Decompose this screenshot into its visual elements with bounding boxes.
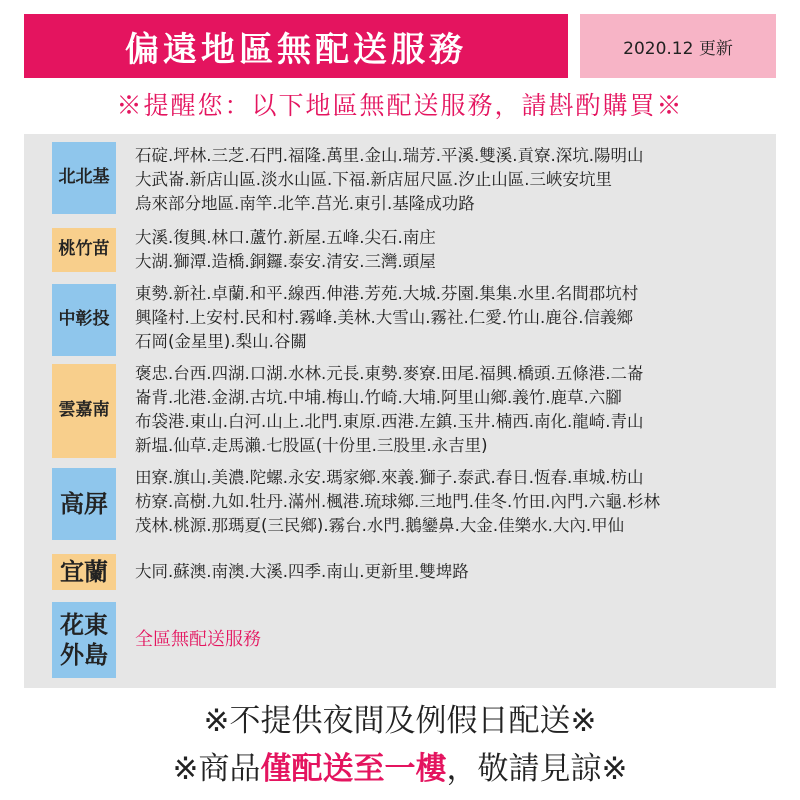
region-tag-line: 花東 [60, 611, 108, 639]
region-tag-yunjianan: 雲嘉南 [52, 364, 116, 458]
no-delivery-note: 全區無配送服務 [135, 629, 261, 650]
footer-prefix: ※商品 [172, 751, 261, 787]
footer-suffix: ，敬請見諒※ [446, 751, 628, 787]
region-line: 枋寮.高樹.九如.牡丹.滿州.楓港.琉球鄉.三地門.佳冬.竹田.內門.六龜.杉林 [135, 492, 660, 511]
region-lines-taozhumiao [135, 226, 765, 274]
region-line: 大武崙.新店山區.淡水山區.下福.新店屈尺區.汐止山區.三峽安坑里 [135, 170, 612, 189]
update-date-badge: 2020.12 更新 [580, 14, 776, 78]
region-line: 烏來部分地區.南竿.北竿.莒光.東引.基隆成功路 [135, 194, 475, 213]
region-line: 大同.蘇澳.南澳.大溪.四季.南山.更新里.雙埤路 [135, 562, 469, 581]
region-panel [24, 134, 776, 688]
region-line: 崙背.北港.金湖.古坑.中埔.梅山.竹崎.大埔.阿里山鄉.義竹.鹿草.六腳 [135, 388, 622, 407]
region-line: 大溪.復興.林口.蘆竹.新屋.五峰.尖石.南庄 [135, 228, 436, 247]
region-lines-beibeiji [135, 144, 765, 216]
region-line: 興隆村.上安村.民和村.霧峰.美林.大雪山.霧社.仁愛.竹山.鹿谷.信義鄉 [135, 308, 633, 327]
region-lines-yilan [135, 560, 765, 584]
region-tag-gaoping: 高屏 [52, 468, 116, 540]
reminder-banner: ※提醒您：以下地區無配送服務，請斟酌購買※ [116, 91, 684, 120]
region-lines-yunjianan [135, 362, 765, 458]
region-line: 新塭.仙草.走馬瀨.七股區(十份里.三股里.永吉里) [135, 436, 488, 455]
region-tag-yilan: 宜蘭 [52, 554, 116, 590]
page-title: 偏遠地區無配送服務 [24, 14, 568, 78]
region-line: 東勢.新社.卓蘭.和平.線西.伸港.芳苑.大城.芬園.集集.水里.名間郡坑村 [135, 284, 639, 303]
region-tag-taozhumiao: 桃竹苗 [52, 228, 116, 272]
region-lines-zhongzhangtou [135, 282, 765, 354]
region-line: 茂林.桃源.那瑪夏(三民鄉).霧台.水門.鵝鑾鼻.大金.佳樂水.大內.甲仙 [135, 516, 625, 535]
region-lines-gaoping [135, 466, 765, 538]
region-line: 石碇.坪林.三芝.石門.福隆.萬里.金山.瑞芳.平溪.雙溪.貢寮.深坑.陽明山 [135, 146, 644, 165]
region-line: 布袋港.東山.白河.山上.北門.東原.西港.左鎮.玉井.楠西.南化.龍崎.青山 [135, 412, 644, 431]
region-tag-zhongzhangtou: 中彰投 [52, 284, 116, 356]
region-tag-line: 外島 [60, 641, 108, 669]
footer-note-no-night-delivery: ※不提供夜間及例假日配送※ [203, 703, 597, 739]
region-tag-huadong-outlying [52, 602, 116, 678]
footer-note-first-floor [0, 748, 800, 790]
region-line: 大湖.獅潭.造橋.銅鑼.泰安.清安.三灣.頭屋 [135, 252, 436, 271]
region-line: 田寮.旗山.美濃.陀螺.永安.瑪家鄉.來義.獅子.泰武.春日.恆春.車城.枋山 [135, 468, 644, 487]
footer-highlight: 僅配送至一樓 [260, 751, 447, 787]
region-lines-huadong-outlying [135, 628, 765, 652]
header [24, 14, 776, 78]
region-line: 褒忠.台西.四湖.口湖.水林.元長.東勢.麥寮.田尾.福興.橋頭.五條港.二崙 [135, 364, 644, 383]
region-tag-beibeiji: 北北基 [52, 142, 116, 214]
region-line: 石岡(金星里).梨山.谷關 [135, 332, 307, 351]
